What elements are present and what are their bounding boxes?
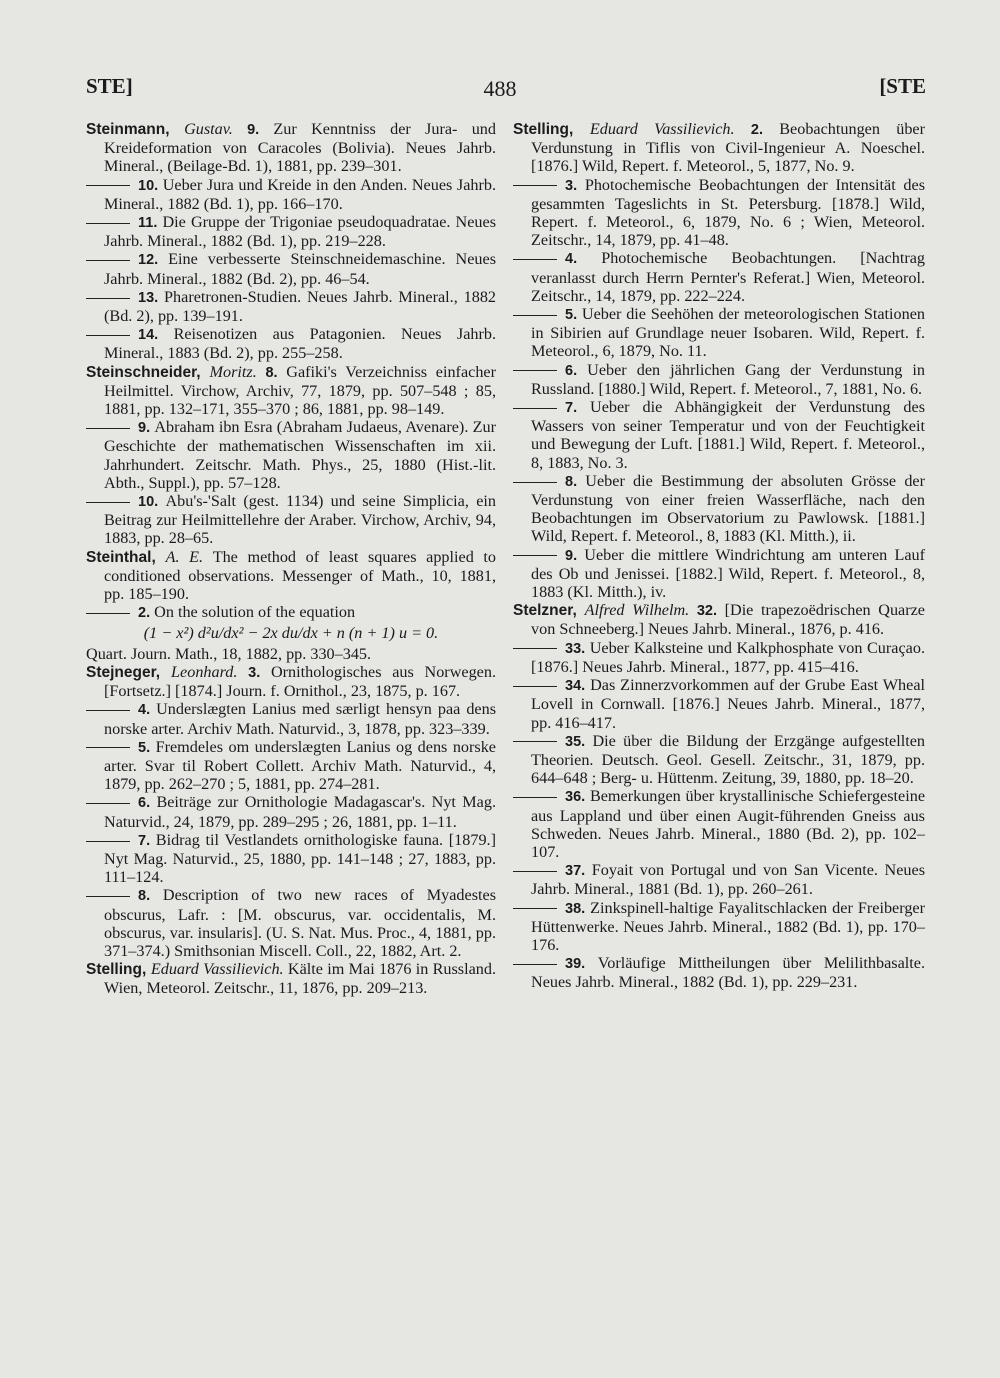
entry-number: 10. — [138, 494, 166, 511]
bibliography-entry — [513, 546, 925, 602]
entry-text: Kälte im Mai 1876 in Russland. Wien, Meteorol. Zeitschr., 11, 1876, pp. 209–213. — [104, 960, 497, 998]
author-given-name: Leonhard. — [171, 662, 249, 681]
ditto-dash — [513, 964, 557, 965]
entry-number: 39. — [565, 956, 598, 973]
bibliography-entry — [86, 288, 496, 325]
entry-text: Gafiki's Verzeichniss einfacher Heilmittel. Virchow, Archiv, 77, 1879, pp. 507–548 ; 85, 1881, pp. 132–171, 355–370 ; 86, 1881, pp. 98–149. — [104, 362, 496, 419]
entry-text: [Die trapezoëdrischen Quarze von Schneeberg.] Neues Jahrb. Mineral., 1876, p. 416. — [531, 601, 925, 639]
entry-text: Vorläufige Mittheilungen über Melilithbasalte. Neues Jahrb. Mineral., 1882 (Bd. 1), pp. 229–231. — [531, 954, 925, 992]
bibliography-entry — [86, 418, 496, 492]
entry-number: 8. — [565, 473, 586, 490]
bibliography-entry — [513, 120, 925, 176]
bibliography-entry — [86, 603, 496, 622]
entry-text: Beobachtungen über Verdunstung in Tiflis von Civil-Ingenieur A. Noeschel. [1876.] Wild, Repert. f. Meteorol., 5, 1877, No. 9. — [531, 120, 925, 176]
entry-number: 5. — [565, 307, 582, 324]
ditto-dash — [513, 648, 557, 649]
entry-number: 9. — [565, 547, 585, 564]
entry-number: 2. — [138, 605, 155, 622]
bibliography-entry — [86, 213, 496, 250]
bibliography-entry — [513, 601, 925, 638]
author-block — [86, 363, 496, 548]
entry-number: 34. — [565, 678, 591, 695]
ditto-dash — [86, 613, 130, 614]
bibliography-entry — [513, 398, 925, 472]
entry-number: 32. — [696, 603, 725, 620]
entry-number: 9. — [138, 420, 155, 437]
entry-text: Description of two new races of Myadestes obscurus, Lafr. : [M. obscurus, var. occidentalis, M. obscurus, var. insularis]. (U. S. Nat. Mus. Proc., 4, 1881, pp. 371–374.) Smithsonian Miscell. Coll., 22, 1882, Art. 2. — [104, 886, 496, 960]
entry-number: 4. — [565, 251, 602, 268]
entry-text: Photochemische Beobachtungen. [Nachtrag veranlasst durch Herrn Pernter's Referat.] Wien, Meteorol. Zeitschr., 14, 1879, pp. 222–224. — [531, 249, 925, 305]
entry-text: Das Zinnerzvorkommen auf der Grube East Wheal Lovell in Cornwall. [1876.] Neues Jahrb. Mineral., 1877, pp. 416–417. — [531, 676, 926, 732]
bibliography-entry — [86, 738, 496, 794]
entry-number: 8. — [138, 888, 163, 905]
bibliography-entry — [86, 960, 496, 997]
ditto-dash — [86, 502, 130, 503]
bibliography-entry — [513, 305, 925, 361]
ditto-dash — [86, 298, 130, 299]
ditto-dash — [513, 871, 557, 872]
entry-text: Photochemische Beobachtungen der Intensität des gesammten Tageslichts in St. Petersburg. [1878.] Wild, Repert. f. Meteorol., 6, 1879, No. 6 ; Wien, Meteorol. Zeitschr., 14, 1879, pp. 41–48. — [531, 175, 925, 250]
entry-number: 7. — [138, 832, 156, 849]
ditto-dash — [86, 185, 130, 186]
bibliography-entry — [86, 363, 496, 419]
entry-number: 33. — [565, 640, 590, 657]
author-given-name: A. E. — [165, 547, 213, 566]
bibliography-entry — [86, 831, 496, 887]
bibliography-entry — [513, 176, 925, 250]
bibliography-entry — [513, 899, 925, 955]
ditto-dash — [513, 797, 557, 798]
bibliography-entry — [86, 700, 496, 737]
bibliography-entry — [86, 120, 496, 176]
equation: (1 − x²) d²u/dx² − 2x du/dx + n (n + 1) u = 0. — [143, 624, 439, 643]
author-given-name: Alfred Wilhelm. — [584, 601, 697, 620]
author-block — [86, 663, 496, 960]
running-head-right: [STE — [879, 74, 926, 98]
bibliography-entry — [513, 954, 925, 991]
author-name: Stelling, — [86, 961, 151, 979]
entry-text: Ornithologisches aus Norwegen. [Fortsetz.] [1874.] Journ. f. Ornithol., 23, 1875, p. 167. — [104, 662, 496, 701]
entry-number: 38. — [565, 900, 591, 917]
bibliography-entry — [86, 492, 496, 548]
entry-text: Ueber die Abhängigkeit der Verdunstung des Wassers von seiner Temperatur und von der Feuchtigkeit und Bewegung der Luft. [1881.] Wild, Repert. f. Meteorol., 8, 1883, No. 3. — [531, 398, 926, 472]
entry-number: 5. — [138, 739, 156, 756]
bibliography-entry — [86, 325, 496, 362]
entry-number: 9. — [247, 122, 274, 138]
entry-text: Bemerkungen über krystallinische Schiefergesteine aus Lappland und über einen Augit-führenden Gneiss aus Schweden. Neues Jahrb. Mineral., 1880 (Bd. 2), pp. 102–107. — [531, 787, 925, 861]
entry-text: Zinkspinell-haltige Fayalitschlacken der Freiberger Hüttenwerke. Neues Jahrb. Mineral., 1882 (Bd. 1), pp. 170–176. — [531, 898, 925, 954]
author-name: Stejneger, — [86, 663, 172, 681]
ditto-dash — [86, 428, 130, 429]
ditto-dash — [513, 259, 557, 260]
entry-text: Beiträge zur Ornithologie Madagascar's. Nyt Mag. Naturvid., 24, 1879, pp. 289–295 ; 26, 1881, pp. 1–11. — [104, 793, 496, 831]
author-name: Steinthal, — [86, 548, 166, 566]
right-column — [513, 120, 925, 992]
bibliography-entry — [513, 787, 925, 861]
ditto-dash — [513, 370, 557, 371]
running-head-left: STE] — [86, 74, 133, 98]
bibliography-entry — [513, 249, 925, 305]
entry-text: Underslægten Lanius med særligt hensyn paa dens norske arter. Archiv Math. Naturvid., 3, 1878, pp. 323–339. — [104, 700, 496, 738]
entry-number: 35. — [565, 733, 593, 750]
author-given-name: Moritz. — [209, 362, 266, 381]
entry-number: 13. — [138, 289, 165, 306]
author-block — [86, 120, 496, 363]
entry-number: 36. — [565, 789, 590, 806]
bibliography-entry — [86, 886, 496, 960]
entry-number: 4. — [138, 702, 157, 719]
author-block — [86, 548, 496, 663]
entry-text: Reisenotizen aus Patagonien. Neues Jahrb. Mineral., 1883 (Bd. 2), pp. 255–258. — [104, 325, 497, 363]
entry-text: Ueber die Bestimmung der absoluten Grösse der Verdunstung von einer freien Wasserfläche, nach den Beobachtungen im Observatorium zu Pawlowsk. [1881.] Wild, Repert. f. Meteorol., 8, 1883 (Kl. Mitth.), ii. — [531, 471, 925, 546]
ditto-dash — [513, 908, 557, 909]
author-block — [86, 960, 496, 997]
bibliography-entry — [513, 861, 925, 898]
entry-text: Ueber die Seehöhen der meteorologischen Stationen in Sibirien auf Grundlage neuer Isobaren. Wild, Repert. f. Meteorol., 6, 1879, No. 11. — [531, 305, 925, 361]
entry-text: Ueber die mittlere Windrichtung am unteren Lauf des Ob und Jenissei. [1882.] Wild, Repert. f. Meteorol., 8, 1883 (Kl. Mitth.), iv. — [531, 545, 925, 602]
entry-number: 37. — [565, 863, 592, 880]
bibliography-entry — [86, 176, 496, 213]
bibliography-entry — [86, 793, 496, 830]
author-name: Steinschneider, — [86, 363, 210, 381]
entry-number: 3. — [565, 177, 585, 194]
entry-text: Bidrag til Vestlandets ornithologiske fauna. [1879.] Nyt Mag. Naturvid., 25, 1880, pp. 141–148 ; 27, 1883, pp. 111–124. — [104, 830, 496, 887]
entry-number: 10. — [138, 177, 163, 194]
entry-text: Ueber Jura und Kreide in den Anden. Neues Jahrb. Mineral., 1882 (Bd. 1), pp. 166–170. — [104, 175, 496, 213]
bibliography-entry — [513, 361, 925, 398]
ditto-dash — [86, 710, 130, 711]
entry-text: Ueber Kalksteine und Kalkphosphate von Curaçao. [1876.] Neues Jahrb. Mineral., 1877, pp. 415–416. — [531, 638, 925, 676]
entry-text: The method of least squares applied to conditioned observations. Messenger of Math., 10, 1881, pp. 185–190. — [104, 547, 496, 604]
entry-text: On the solution of the equation — [154, 603, 356, 622]
entry-text: Pharetronen-Studien. Neues Jahrb. Mineral., 1882 (Bd. 2), pp. 139–191. — [104, 287, 497, 326]
entry-number: 8. — [265, 364, 287, 381]
entry-text: Ueber den jährlichen Gang der Verdunstung in Russland. [1880.] Wild, Repert. f. Meteorol., 7, 1881, No. 6. — [531, 360, 925, 398]
entry-text: Eine verbesserte Steinschneidemaschine. Neues Jahrb. Mineral., 1882 (Bd. 2), pp. 46–54. — [104, 250, 496, 288]
ditto-dash — [513, 686, 557, 687]
ditto-dash — [513, 185, 557, 186]
bibliography-entry: Quart. Journ. Math., 18, 1882, pp. 330–345. — [86, 644, 372, 663]
entry-text: Die Gruppe der Trigoniae pseudoquadratae. Neues Jahrb. Mineral., 1882 (Bd. 1), pp. 219–228. — [104, 213, 496, 251]
entry-number: 7. — [565, 400, 591, 417]
left-column — [86, 120, 496, 998]
author-name: Steinmann, — [86, 121, 185, 138]
ditto-dash — [86, 841, 130, 842]
ditto-dash — [513, 482, 557, 483]
entry-text: Abu's-'Salt (gest. 1134) und seine Simplicia, ein Beitrag zur Heilmittellehre der Araber. Virchow, Archiv, 94, 1883, pp. 28–65. — [104, 492, 496, 548]
bibliography-entry — [513, 732, 925, 788]
author-given-name: Eduard Vassilievich. — [589, 120, 751, 138]
entry-number: 12. — [138, 252, 169, 269]
entry-text: Zur Kenntniss der Jura- und Kreideformation von Caracoles (Bolivia). Neues Jahrb. Mineral., (Beilage-Bd. 1), 1881, pp. 239–301. — [104, 120, 496, 176]
bibliography-entry — [86, 548, 496, 604]
entry-text: Abraham ibn Esra (Abraham Judaeus, Avenare). Zur Geschichte der mathematischen Wissenschaften im xii. Jahrhundert. Zeitschr. Math. Phys., 25, 1880 (Hist.-lit. Abth., Suppl.), pp. 57–128. — [104, 418, 496, 492]
bibliography-entry — [513, 472, 925, 546]
entry-number: 11. — [138, 215, 163, 232]
bibliography-entry — [513, 676, 925, 732]
ditto-dash — [513, 555, 557, 556]
entry-number: 6. — [138, 795, 157, 812]
ditto-dash — [86, 260, 130, 261]
author-name: Stelling, — [513, 121, 590, 138]
bibliography-entry — [86, 250, 496, 287]
entry-number: 2. — [750, 122, 780, 138]
entry-number: 6. — [565, 362, 588, 379]
author-given-name: Eduard Vassilievich. — [150, 960, 288, 979]
author-given-name: Gustav. — [184, 120, 248, 138]
entry-text: Fremdeles om underslægten Lanius og dens norske arter. Svar til Robert Collett. Archiv Math. Naturvid., 4, 1879, pp. 262–270 ; 5, 1881, pp. 274–281. — [104, 737, 496, 794]
page-number: 488 — [483, 76, 517, 101]
author-name: Stelzner, — [513, 602, 585, 620]
author-block — [513, 120, 925, 601]
entry-number: 3. — [248, 664, 271, 681]
ditto-dash — [513, 741, 557, 742]
ditto-dash — [86, 223, 130, 224]
bibliography-entry — [513, 639, 925, 676]
ditto-dash — [513, 408, 557, 409]
ditto-dash — [86, 335, 130, 336]
bibliography-entry — [86, 663, 496, 700]
author-block — [513, 601, 925, 991]
ditto-dash — [86, 803, 130, 804]
ditto-dash — [86, 747, 130, 748]
entry-number: 14. — [138, 327, 174, 344]
ditto-dash — [513, 315, 557, 316]
entry-text: Foyait von Portugal und von San Vicente. Neues Jahrb. Mineral., 1881 (Bd. 1), pp. 260–261. — [531, 861, 926, 899]
entry-text: Die über die Bildung der Erzgänge aufgestellten Theorien. Deutsch. Geol. Gesell. Zeitschr., 31, 1879, pp. 644–648 ; Berg- u. Hüttenm. Zeitung, 39, 1880, pp. 18–20. — [531, 731, 925, 788]
ditto-dash — [86, 896, 130, 897]
